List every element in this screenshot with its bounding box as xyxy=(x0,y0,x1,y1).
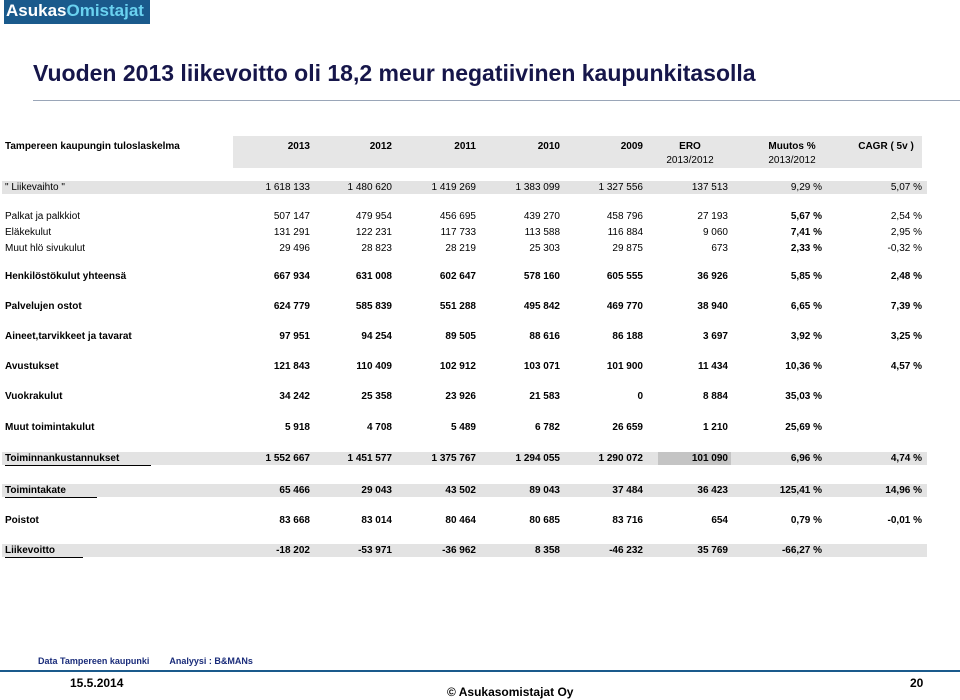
table-cell: 605 555 xyxy=(606,271,643,282)
table-cell: 38 940 xyxy=(697,301,728,312)
table-row-label: Vuokrakulut xyxy=(5,391,63,402)
table-cell: 102 912 xyxy=(439,361,476,372)
table-cell: -36 962 xyxy=(442,545,476,556)
table-row-label: Avustukset xyxy=(5,361,59,372)
table-cell: -53 971 xyxy=(358,545,392,556)
table-cell: 551 288 xyxy=(439,301,476,312)
footer-copyright: © Asukasomistajat Oy xyxy=(447,685,574,699)
table-cell: 121 843 xyxy=(273,361,310,372)
table-cell: 654 xyxy=(711,515,728,526)
page-title: Vuoden 2013 liikevoitto oli 18,2 meur negatiivinen kaupunkitasolla xyxy=(33,60,756,86)
table-cell: 80 685 xyxy=(529,515,560,526)
table-cell: 1 480 620 xyxy=(347,182,392,193)
brand-part1: Asukas xyxy=(6,1,67,20)
table-cell: 2,33 % xyxy=(790,243,822,254)
table-cell: 83 668 xyxy=(279,515,310,526)
table-cell: 29 496 xyxy=(279,243,310,254)
label-underline xyxy=(5,497,97,498)
table-cell: 28 823 xyxy=(361,243,392,254)
table-cell: 36 423 xyxy=(697,485,728,496)
table-cell: 1 375 767 xyxy=(431,453,476,464)
table-cell: 14,96 % xyxy=(885,485,922,496)
footer-analysis: Analyysi : B&MANs xyxy=(169,656,253,666)
table-cell: 3,25 % xyxy=(890,331,922,342)
table-row-label: Henkilöstökulut yhteensä xyxy=(5,271,127,282)
title-divider xyxy=(33,100,960,101)
table-cell: 94 254 xyxy=(361,331,392,342)
table-cell: 439 270 xyxy=(523,211,560,222)
table-cell: 27 193 xyxy=(697,211,728,222)
table-row-label: Eläkekulut xyxy=(5,227,52,238)
label-underline xyxy=(5,465,151,466)
table-cell: 83 014 xyxy=(361,515,392,526)
table-cell: 86 188 xyxy=(612,331,643,342)
table-cell: 1 383 099 xyxy=(515,182,560,193)
table-cell: 28 219 xyxy=(445,243,476,254)
table-cell: 673 xyxy=(711,243,728,254)
table-cell: 29 043 xyxy=(361,485,392,496)
table-cell: 35 769 xyxy=(697,545,728,556)
table-cell: 7,41 % xyxy=(790,227,822,238)
table-cell: 4 708 xyxy=(366,422,392,433)
table-cell: 9,29 % xyxy=(790,182,822,193)
table-row-label: Muut toimintakulut xyxy=(5,422,95,433)
table-cell: 89 505 xyxy=(445,331,476,342)
table-cell: 4,74 % xyxy=(890,453,922,464)
column-header: 2013 xyxy=(287,141,310,152)
table-cell: 11 434 xyxy=(697,361,728,372)
table-cell: 1 294 055 xyxy=(515,453,560,464)
table-cell: 83 716 xyxy=(612,515,643,526)
table-cell: 3,92 % xyxy=(790,331,822,342)
footer-source: Data Tampereen kaupunki xyxy=(38,656,150,666)
table-cell: 89 043 xyxy=(529,485,560,496)
footer-date: 15.5.2014 xyxy=(70,676,124,690)
table-cell: 25 303 xyxy=(529,243,560,254)
column-header: CAGR ( 5v ) xyxy=(858,141,914,152)
table-cell: 113 588 xyxy=(524,227,560,238)
table-cell: 458 796 xyxy=(606,211,643,222)
table-row-label: Toiminnankustannukset xyxy=(5,453,120,464)
table-cell: 2,95 % xyxy=(890,227,922,238)
table-cell: 25 358 xyxy=(361,391,392,402)
table-cell: 116 884 xyxy=(607,227,643,238)
table-cell: 3 697 xyxy=(702,331,728,342)
table-cell: 624 779 xyxy=(273,301,310,312)
table-row-label: Muut hlö sivukulut xyxy=(5,243,86,254)
table-caption: Tampereen kaupungin tuloslaskelma xyxy=(5,141,180,152)
table-cell: 21 583 xyxy=(529,391,560,402)
table-cell: 88 616 xyxy=(529,331,560,342)
column-header: 2011 xyxy=(454,141,476,152)
table-row-label: Palkat ja palkkiot xyxy=(5,211,81,222)
footer-credits xyxy=(38,656,253,666)
table-row-label: Palvelujen ostot xyxy=(5,301,82,312)
table-cell: -18 202 xyxy=(276,545,310,556)
table-cell: 456 695 xyxy=(439,211,476,222)
table-cell: 5,07 % xyxy=(890,182,922,193)
table-cell: 137 513 xyxy=(691,182,728,193)
table-cell: 8 884 xyxy=(702,391,728,402)
label-underline xyxy=(5,557,83,558)
table-cell: 34 242 xyxy=(279,391,310,402)
table-cell: 5 918 xyxy=(284,422,310,433)
table-cell: 9 060 xyxy=(702,227,728,238)
table-cell: 8 358 xyxy=(534,545,560,556)
table-cell: 122 231 xyxy=(355,227,392,238)
table-cell: 101 090 xyxy=(691,453,728,464)
table-row-label: Aineet,tarvikkeet ja tavarat xyxy=(5,331,132,342)
table-cell: 101 900 xyxy=(606,361,643,372)
table-cell: 65 466 xyxy=(279,485,310,496)
table-cell: 1 451 577 xyxy=(347,453,392,464)
table-row-label: Poistot xyxy=(5,515,39,526)
table-cell: 0 xyxy=(637,391,643,402)
table-cell: 1 210 xyxy=(702,422,728,433)
table-cell: 103 071 xyxy=(523,361,560,372)
table-cell: -0,01 % xyxy=(887,515,922,526)
column-header: 2010 xyxy=(537,141,560,152)
table-cell: 2,48 % xyxy=(890,271,922,282)
table-cell: -66,27 % xyxy=(781,545,822,556)
table-cell: 6,96 % xyxy=(790,453,822,464)
table-cell: 1 419 269 xyxy=(431,182,476,193)
table-cell: 631 008 xyxy=(355,271,392,282)
table-cell: 35,03 % xyxy=(785,391,822,402)
table-cell: 578 160 xyxy=(523,271,560,282)
table-cell: 7,39 % xyxy=(890,301,922,312)
table-cell: 1 327 556 xyxy=(598,182,643,193)
table-cell: 6 782 xyxy=(534,422,560,433)
table-cell: 80 464 xyxy=(445,515,476,526)
column-header: 2012 xyxy=(369,141,392,152)
column-header: Muutos % xyxy=(768,141,816,152)
column-header: 2009 xyxy=(620,141,643,152)
table-cell: 29 875 xyxy=(612,243,643,254)
page-number: 20 xyxy=(910,676,924,690)
table-cell: 97 951 xyxy=(279,331,310,342)
table-cell: -0,32 % xyxy=(887,243,922,254)
column-header: ERO xyxy=(679,141,701,152)
table-cell: -46 232 xyxy=(609,545,643,556)
table-cell: 5,67 % xyxy=(790,211,822,222)
table-cell: 602 647 xyxy=(439,271,476,282)
table-cell: 5 489 xyxy=(450,422,476,433)
column-subheader: 2013/2012 xyxy=(666,155,714,166)
table-cell: 117 733 xyxy=(440,227,476,238)
table-cell: 10,36 % xyxy=(785,361,822,372)
table-cell: 479 954 xyxy=(355,211,392,222)
table-cell: 0,79 % xyxy=(790,515,822,526)
table-cell: 2,54 % xyxy=(890,211,922,222)
table-row-label: " Liikevaihto " xyxy=(5,182,65,193)
table-cell: 667 934 xyxy=(273,271,310,282)
table-cell: 131 291 xyxy=(273,227,310,238)
table-cell: 469 770 xyxy=(606,301,643,312)
footer-divider xyxy=(0,670,960,672)
brand-logo xyxy=(4,0,150,24)
table-cell: 495 842 xyxy=(523,301,560,312)
table-cell: 4,57 % xyxy=(890,361,922,372)
table-cell: 23 926 xyxy=(445,391,476,402)
table-cell: 110 409 xyxy=(356,361,392,372)
table-row-label: Toimintakate xyxy=(5,485,66,496)
brand-part2: Omistajat xyxy=(66,1,144,20)
table-cell: 5,85 % xyxy=(790,271,822,282)
table-cell: 43 502 xyxy=(445,485,476,496)
table-cell: 1 552 667 xyxy=(265,453,310,464)
table-cell: 585 839 xyxy=(355,301,392,312)
table-cell: 26 659 xyxy=(612,422,643,433)
table-row-label: Liikevoitto xyxy=(5,545,56,556)
table-cell: 507 147 xyxy=(273,211,310,222)
table-cell: 36 926 xyxy=(697,271,728,282)
table-cell: 125,41 % xyxy=(779,485,822,496)
table-cell: 6,65 % xyxy=(790,301,822,312)
column-subheader: 2013/2012 xyxy=(768,155,816,166)
table-cell: 25,69 % xyxy=(785,422,822,433)
table-cell: 1 618 133 xyxy=(265,182,310,193)
table-cell: 37 484 xyxy=(612,485,643,496)
table-cell: 1 290 072 xyxy=(598,453,643,464)
